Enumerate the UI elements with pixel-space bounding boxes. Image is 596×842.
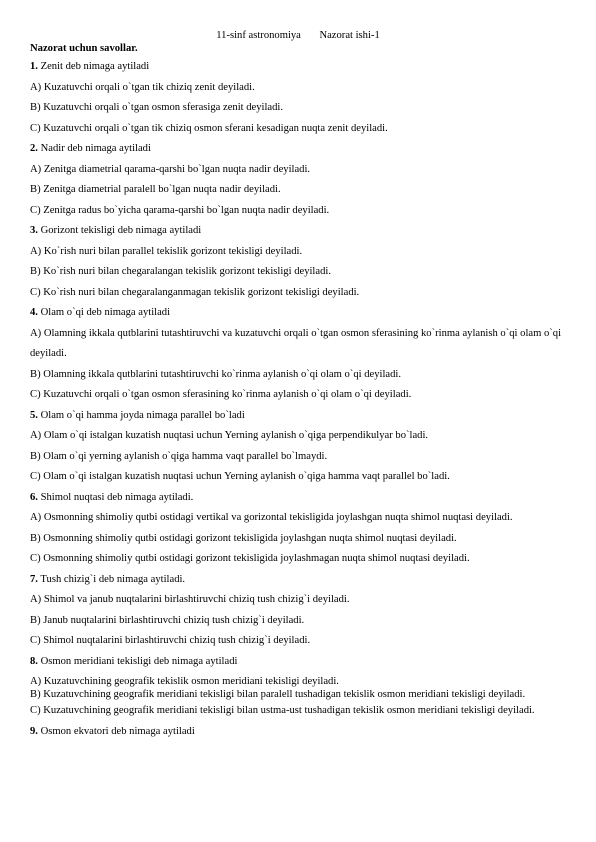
option-6b: B) Osmonning shimoliy qutbi ostidagi gorizont tekisligida joylashgan nuqta shimol nuqtasi deyiladi. xyxy=(30,532,457,544)
option-2c: C) Zenitga radus bo`yicha qarama-qarshi bo`lgan nuqta nadir deyiladi. xyxy=(30,204,330,216)
option-5b: B) Olam o`qi yerning aylanish o`qiga hamma vaqt parallel bo`lmaydi. xyxy=(30,450,328,462)
option-7b: B) Janub nuqtalarini birlashtiruvchi chiziq tush chizig`i deyiladi. xyxy=(30,614,305,626)
option-6a: A) Osmonning shimoliy qutbi ostidagi vertikal va gorizontal tekisligida joylashgan nuqta shimol nuqtasi deyiladi. xyxy=(30,512,513,523)
option-5a: A) Olam o`qi istalgan kuzatish nuqtasi uchun Yerning aylanish o`qiga perpendikulyar bo`ladi. xyxy=(30,430,429,441)
option-4a: A) Olamning ikkala qutblarini tutashtiruvchi va kuzatuvchi orqali o`tgan osmon sferasining ko`rinma aylanish o`qi olam o`qi deyiladi. xyxy=(30,327,562,359)
option-3a: A) Ko`rish nuri bilan parallel tekislik gorizont tekisligi deyiladi. xyxy=(30,245,303,257)
option-4b: B) Olamning ikkala qutblarini tutashtiruvchi ko`rinma aylanish o`qi olam o`qi deyiladi. xyxy=(30,368,401,380)
option-7c: C) Shimol nuqtalarini birlashtiruvchi chiziq tush chizig`i deyiladi. xyxy=(30,635,311,646)
option-8b: B) Kuzatuvchining geografik meridiani tekisligi bilan paralell tushadigan tekislik osmon meridiani tekisligi deyiladi. xyxy=(30,688,526,700)
option-1b: B) Kuzatuvchi orqali o`tgan osmon sferasiga zenit deyiladi. xyxy=(30,102,283,113)
question-7: 7. Tush chizig`i deb nimaga aytiladi. xyxy=(30,573,186,585)
option-8a: A) Kuzatuvchining geografik tekislik osmon meridiani tekisligi deyiladi. xyxy=(30,676,339,687)
question-4: 4. Olam o`qi deb nimaga aytiladi xyxy=(30,307,171,318)
section-title: Nazorat uchun savollar. xyxy=(30,43,138,54)
header-work: Nazorat ishi-1 xyxy=(319,30,380,41)
option-3b: B) Ko`rish nuri bilan chegaralangan tekislik gorizont tekisligi deyiladi. xyxy=(30,266,331,277)
question-9: 9. Osmon ekvatori deb nimaga aytiladi xyxy=(30,725,195,737)
header-subject: 11-sinf astronomiya xyxy=(216,30,301,41)
option-1a: A) Kuzatuvchi orqali o`tgan tik chiziq zenit deyiladi. xyxy=(30,81,255,93)
option-5c: C) Olam o`qi istalgan kuzatish nuqtasi uchun Yerning aylanish o`qiga hamma vaqt parallel bo`ladi. xyxy=(30,471,450,482)
option-4c: C) Kuzatuvchi orqali o`tgan osmon sferasining ko`rinma aylanish o`qi olam o`qi deyiladi. xyxy=(30,389,412,400)
page-header xyxy=(0,30,596,41)
option-3c: C) Ko`rish nuri bilan chegaralanganmagan tekislik gorizont tekisligi deyiladi. xyxy=(30,286,360,298)
question-3: 3. Gorizont tekisligi deb nimaga aytiladi xyxy=(30,225,202,236)
question-1: 1. Zenit deb nimaga aytiladi xyxy=(30,61,150,72)
questions-list xyxy=(30,57,568,742)
question-8: 8. Osmon meridiani tekisligi deb nimaga aytiladi xyxy=(30,655,238,667)
option-1c: C) Kuzatuvchi orqali o`tgan tik chiziq osmon sferani kesadigan nuqta zenit deyiladi. xyxy=(30,122,388,134)
option-2b: B) Zenitga diametrial paralell bo`lgan nuqta nadir deyiladi. xyxy=(30,184,281,195)
question-2: 2. Nadir deb nimaga aytiladi xyxy=(30,143,151,154)
option-2a: A) Zenitga diametrial qarama-qarshi bo`lgan nuqta nadir deyiladi. xyxy=(30,163,311,175)
option-8c: C) Kuzatuvchining geografik meridiani tekisligi bilan ustma-ust tushadigan tekislik osmon meridiani tekisligi deyiladi. xyxy=(30,705,535,716)
question-6: 6. Shimol nuqtasi deb nimaga aytiladi. xyxy=(30,491,194,503)
option-6c: C) Osmonning shimoliy qutbi ostidagi gorizont tekisligida joylashmagan nuqta shimol nuqtasi deyiladi. xyxy=(30,553,470,564)
option-7a: A) Shimol va janub nuqtalarini birlashtiruvchi chiziq tush chizig`i deyiladi. xyxy=(30,594,350,605)
question-5: 5. Olam o`qi hamma joyda nimaga parallel bo`ladi xyxy=(30,409,245,421)
